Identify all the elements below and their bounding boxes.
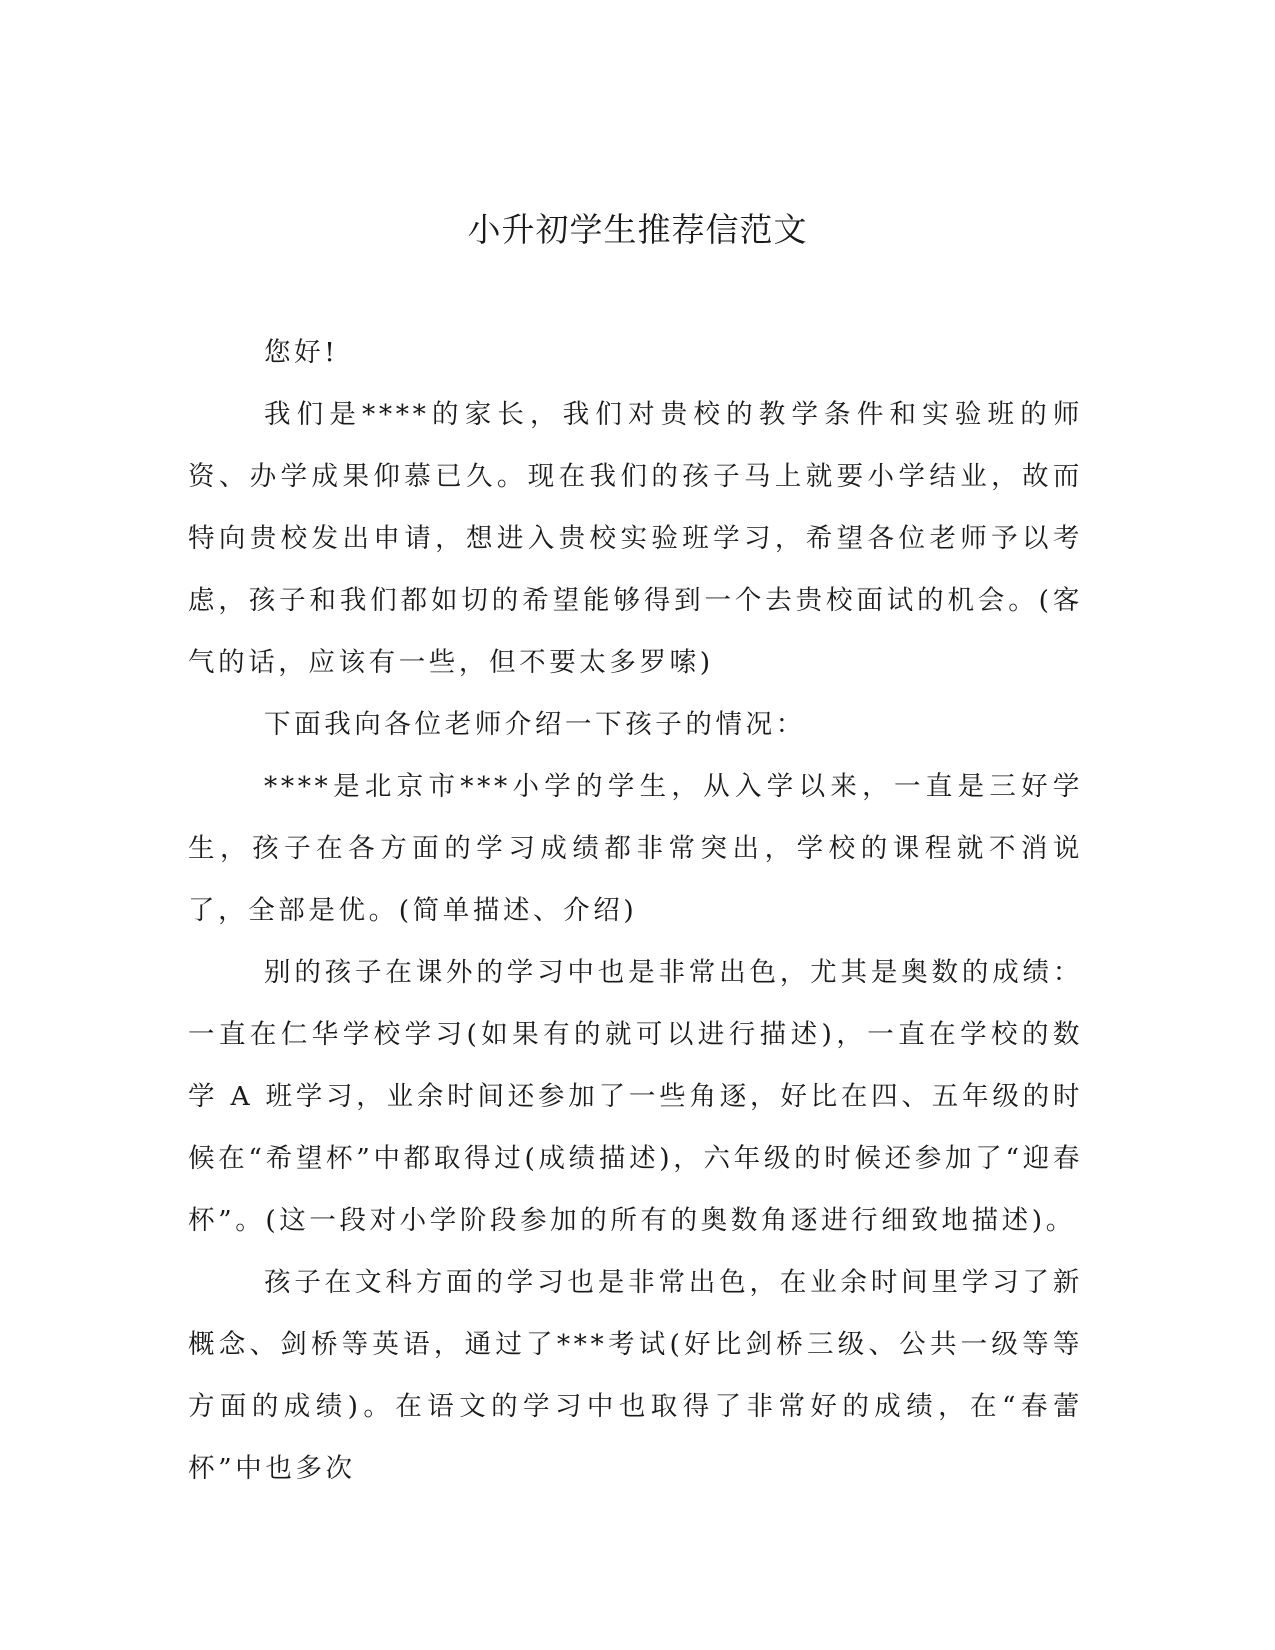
language-achievements-paragraph: 孩子在文科方面的学习也是非常出色，在业余时间里学习了新概念、剑桥等英语，通过了***考试(好比剑桥三级、公共一级等等方面的成绩)。在语文的学习中也取得了非常好的成绩，在“春蕾杯”中也多次: [188, 1267, 1083, 1484]
intro-paragraph: 我们是****的家长，我们对贵校的教学条件和实验班的师资、办学成果仰慕已久。现在我们的孩子马上就要小学结业，故而特向贵校发出申请，想进入贵校实验班学习，希望各位老师予以考虑，孩子和我们都如切的希望能够得到一个去贵校面试的机会。(客气的话，应该有一些，但不要太多罗嗦): [188, 399, 1083, 678]
math-achievements-paragraph: 别的孩子在课外的学习中也是非常出色，尤其是奥数的成绩：一直在仁华学校学习(如果有的就可以进行描述)，一直在学校的数学 A 班学习，业余时间还参加了一些角逐，好比在四、五年级的时候在“希望杯”中都取得过(成绩描述)，六年级的时候还参加了“迎春杯”。(这一段对小学阶段参加的所有的奥数角逐进行细致地描述)。: [188, 957, 1083, 1236]
student-overview-paragraph: ****是北京市***小学的学生，从入学以来，一直是三好学生，孩子在各方面的学习成绩都非常突出，学校的课程就不消说了，全部是优。(简单描述、介绍): [188, 771, 1083, 926]
greeting-paragraph: 您好!: [264, 337, 339, 368]
document-title: 小升初学生推荐信范文: [467, 210, 808, 249]
transition-paragraph: 下面我向各位老师介绍一下孩子的情况：: [264, 709, 806, 740]
letter-body: [188, 322, 1083, 1500]
